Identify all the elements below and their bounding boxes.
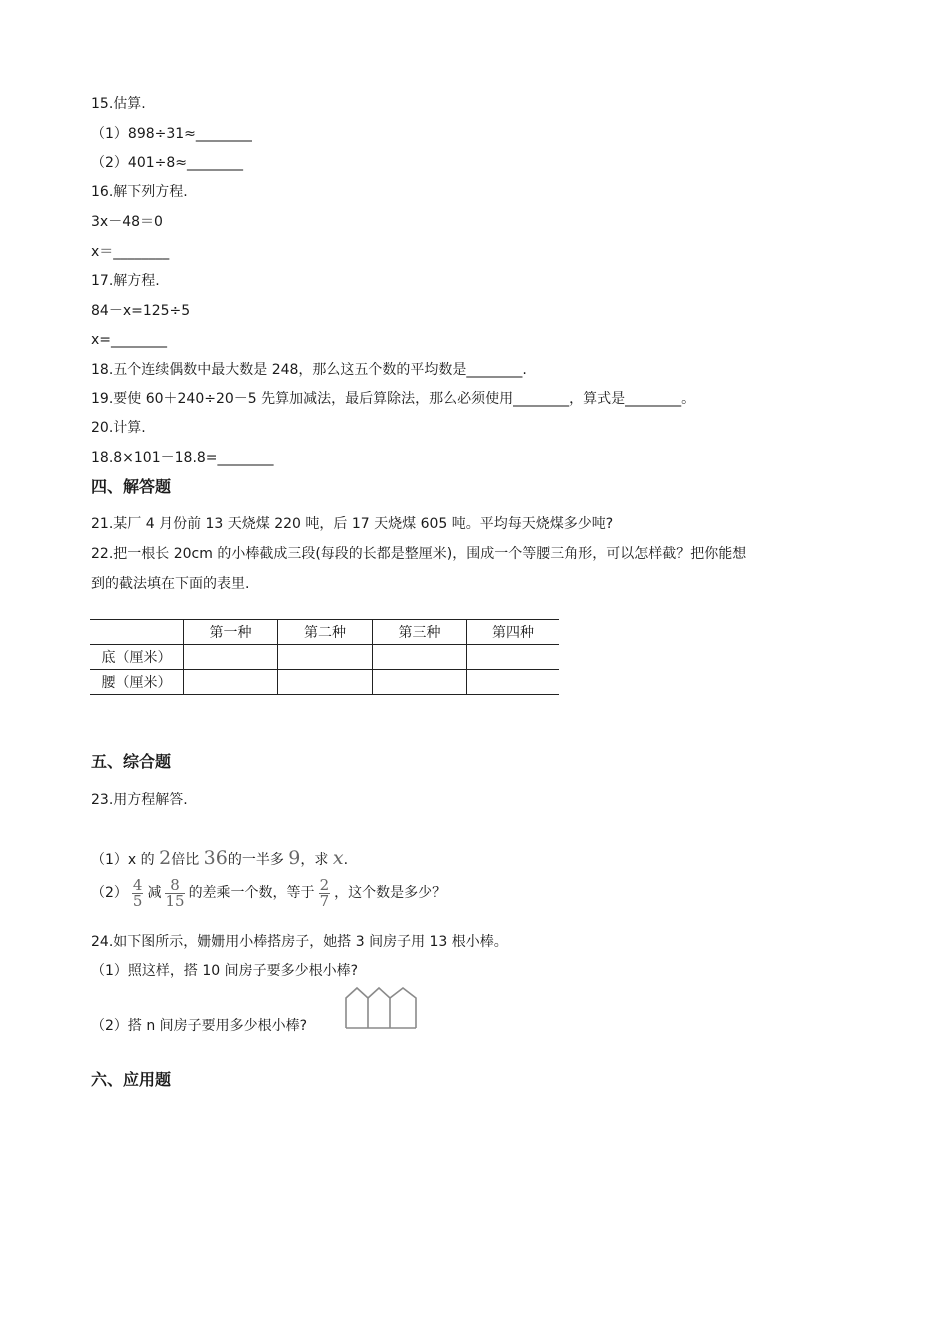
q17-title: 17.解方程. (91, 273, 160, 289)
q23-p1-num: 2 (159, 847, 172, 869)
table-cell (278, 670, 373, 695)
q16-equation: 3x－48＝0 (91, 214, 163, 230)
table-header-cell: 第一种 (184, 620, 278, 645)
q24-part1: （1）照这样，搭 10 间房子要多少根小棒? (91, 963, 359, 979)
q20-equation: 18.8×101－18.8=________ (91, 450, 274, 466)
q23-p1-var: x (332, 847, 344, 869)
fraction-2-7: $\frac{2}{7}$ (319, 875, 330, 910)
table-cell (278, 645, 373, 670)
q23-title: 23.用方程解答. (91, 792, 188, 808)
table-row (90, 670, 559, 695)
q18-text: 18.五个连续偶数中最大数是 248，那么这五个数的平均数是________. (91, 362, 527, 378)
q20-title: 20.计算. (91, 420, 146, 436)
q15-title: 15.估算. (91, 96, 146, 112)
q19-text: 19.要使 60＋240÷20－5 先算加减法，最后算除法，那么必须使用________，算式是________。 (91, 391, 696, 407)
row-label-base: 底（厘米） (90, 645, 184, 670)
section6-heading: 六、应用题 (91, 1070, 172, 1089)
q16-title: 16.解下列方程. (91, 184, 188, 200)
table-header-cell: 第二种 (278, 620, 373, 645)
q24-part2: （2）搭 n 间房子要用多少根小棒? (91, 1018, 308, 1034)
q23-p1-text: 倍比 (171, 852, 200, 868)
q23-p2-text: 减 (147, 885, 162, 901)
q23-part1 (91, 846, 348, 872)
row-label-leg: 腰（厘米） (90, 670, 184, 695)
table-cell (373, 670, 467, 695)
table-header-cell: 第四种 (467, 620, 560, 645)
table-cell (467, 645, 560, 670)
section4-heading: 四、解答题 (91, 477, 172, 496)
q15-part1: （1）898÷31≈________ (91, 126, 252, 142)
fraction-4-5: $\frac{4}{5}$ (132, 875, 143, 910)
q23-p1-text: ，求 (300, 852, 329, 868)
q17-equation: 84－x=125÷5 (91, 303, 191, 319)
q22-line1: 22.把一根长 20cm 的小棒截成三段(每段的长都是整厘米)，围成一个等腰三角形，可以怎样截？把你能想 (91, 546, 747, 562)
table-row (90, 645, 559, 670)
q23-p1-num: 36 (203, 847, 228, 869)
q15-part2: （2）401÷8≈________ (91, 155, 243, 171)
q23-p1-text: 的一半多 (227, 852, 284, 868)
cut-methods-table (90, 619, 559, 695)
q23-p1-text: . (343, 852, 349, 868)
table-cell (373, 645, 467, 670)
q23-p2-text: ，这个数是多少？ (334, 885, 447, 901)
table-header-row (90, 620, 559, 645)
table-cell (467, 670, 560, 695)
q23-p1-text: （1）x 的 (91, 852, 155, 868)
q17-answer: x=________ (91, 332, 168, 348)
section5-heading: 五、综合题 (91, 752, 172, 771)
q22-line2: 到的截法填在下面的表里. (91, 576, 250, 592)
q21-text: 21.某厂 4 月份前 13 天烧煤 220 吨，后 17 天烧煤 605 吨。平均每天烧煤多少吨? (91, 516, 614, 532)
q23-p2-text: 的差乘一个数，等于 (188, 885, 315, 901)
table-cell (184, 645, 278, 670)
q23-p2-text: （2） (91, 885, 128, 901)
table-header-cell (90, 620, 184, 645)
q16-answer: x＝________ (91, 244, 170, 260)
fraction-8-15: $\frac{8}{15}$ (165, 875, 185, 910)
q23-p1-num: 9 (288, 847, 301, 869)
houses-figure (344, 986, 420, 1030)
table-header-cell: 第三种 (373, 620, 467, 645)
table-cell (184, 670, 278, 695)
q23-part2 (91, 874, 446, 912)
q24-text: 24.如下图所示，姗姗用小棒搭房子，她搭 3 间房子用 13 根小棒。 (91, 934, 508, 950)
